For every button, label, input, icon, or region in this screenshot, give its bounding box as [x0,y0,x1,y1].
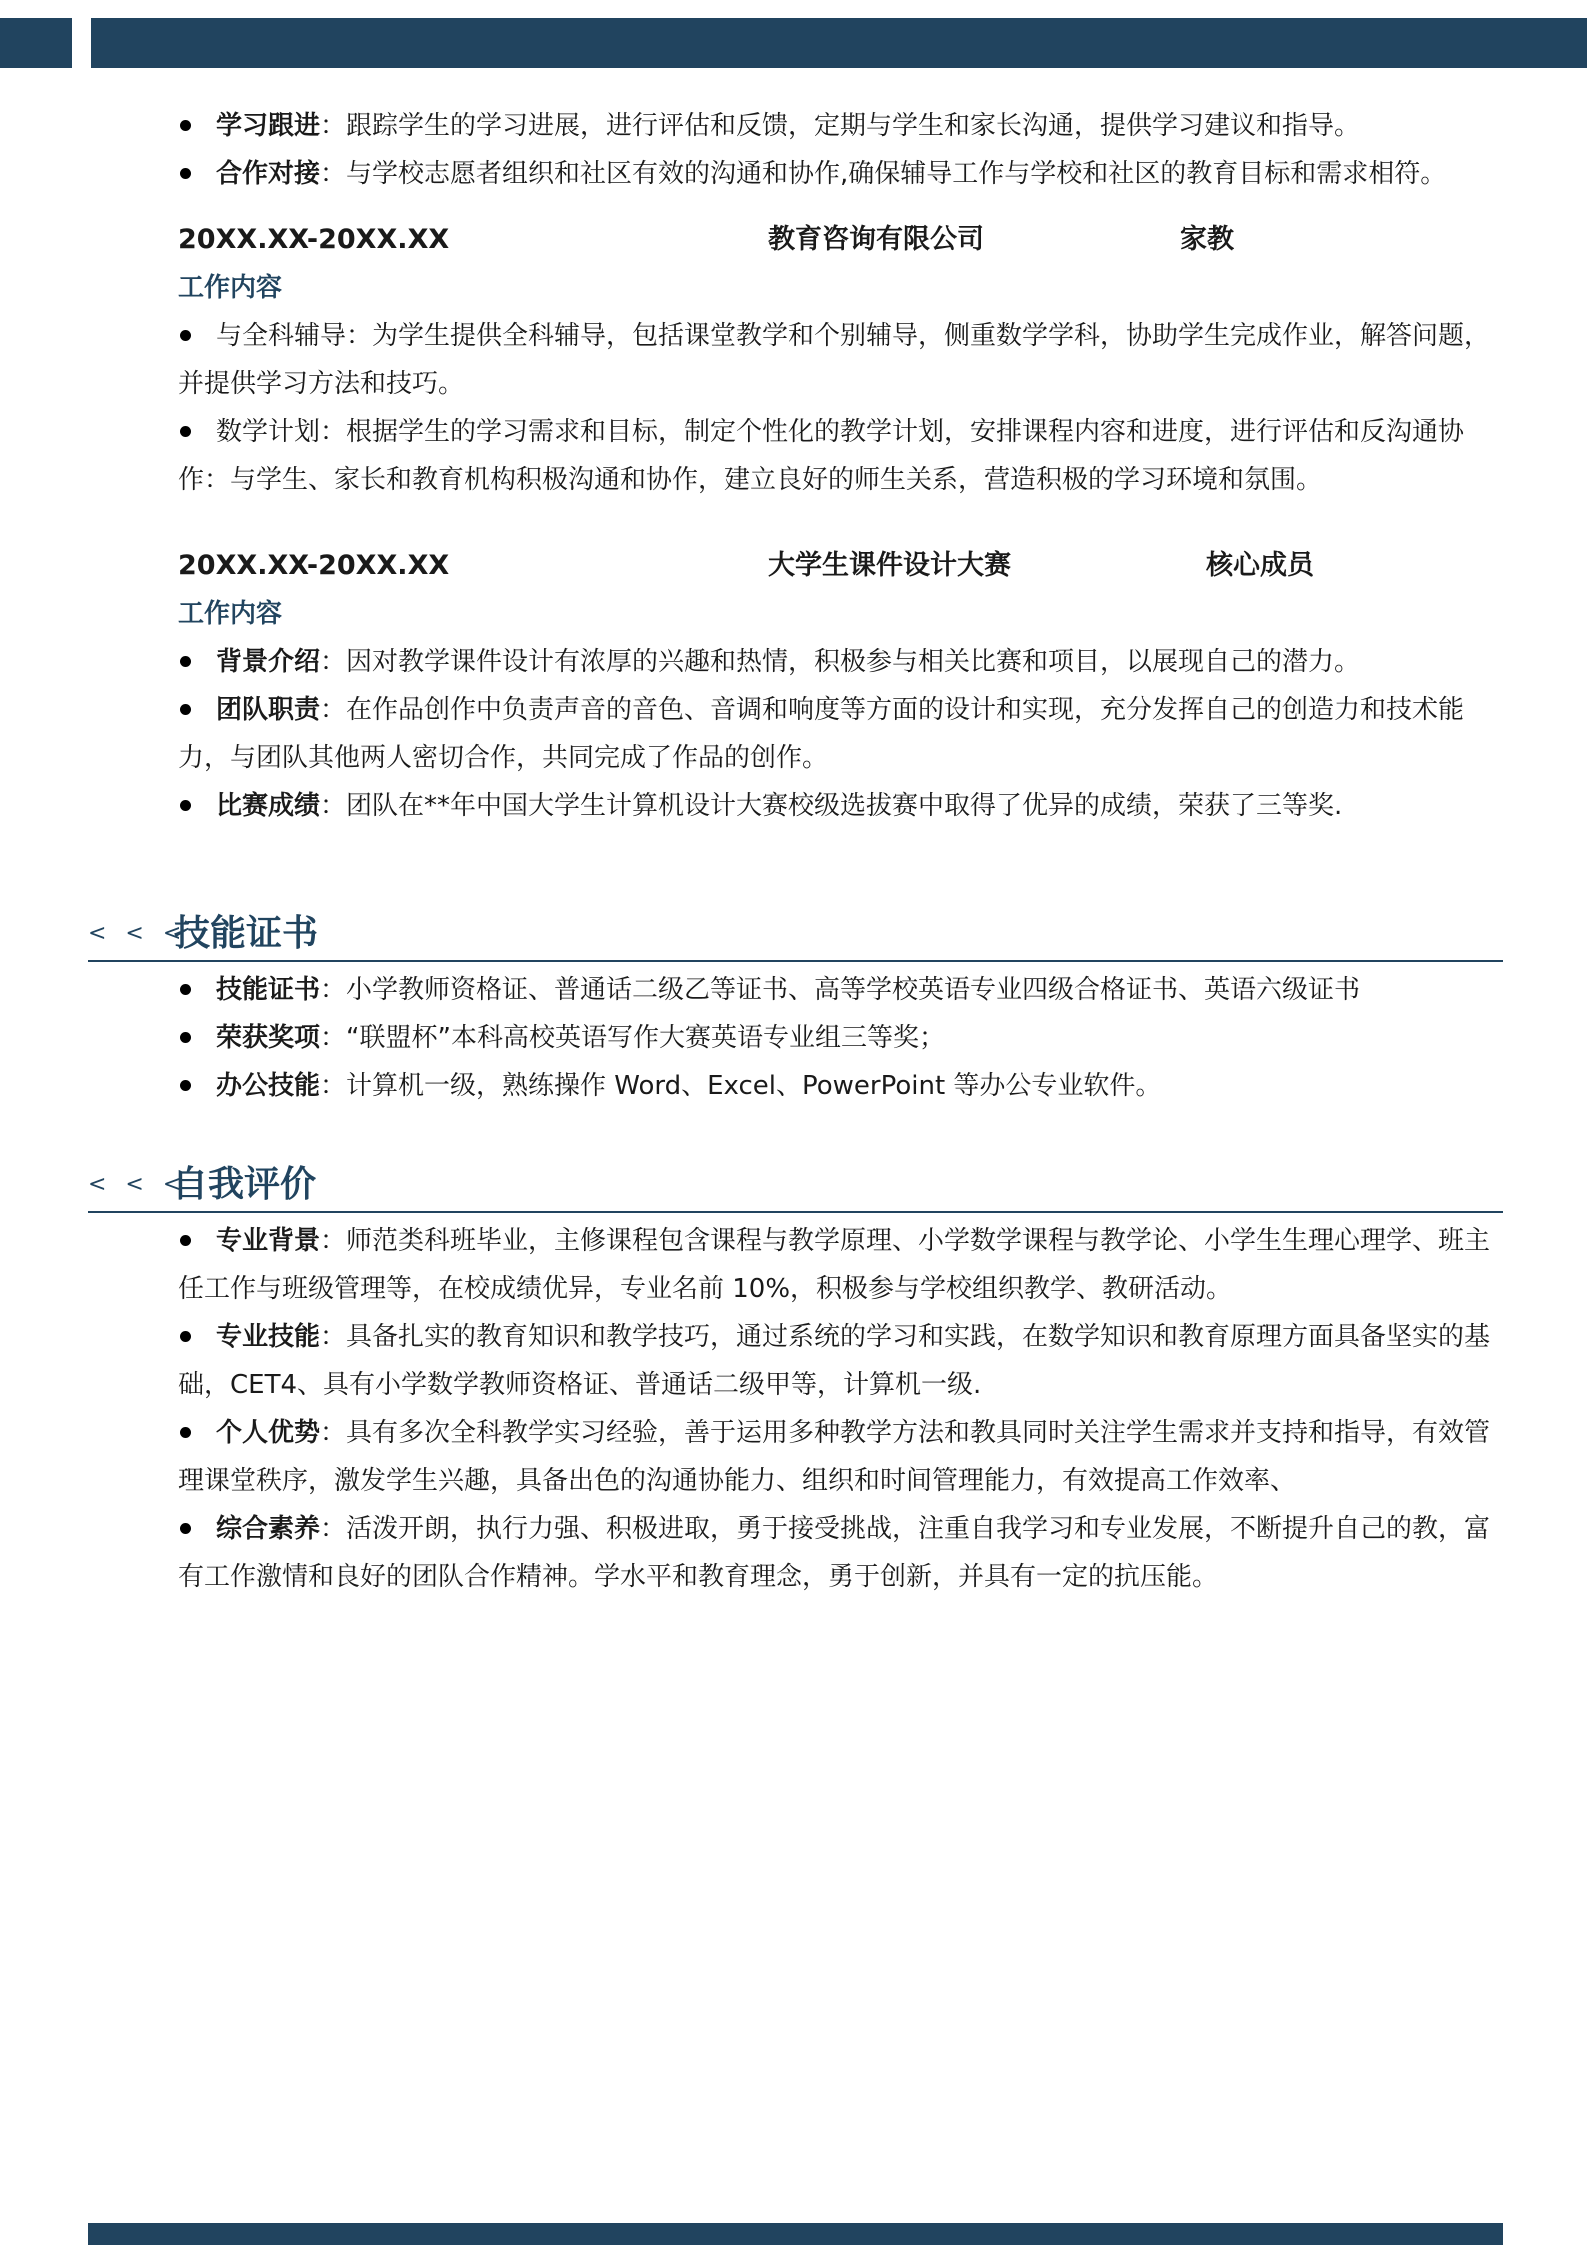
list-item [178,1062,1503,1110]
list-item [178,1313,1503,1409]
job-date: 20XX.XX-20XX.XX [178,550,450,581]
item-label: 背景介绍 [216,647,321,677]
job-subheading: 工作内容 [178,599,283,629]
item-text: ：与学校志愿者组织和社区有效的沟通和协作,确保辅导工作与学校和社区的教育目标和需求相符。 [320,159,1447,189]
section-body [88,962,1503,1110]
item-text: 与全科辅导：为学生提供全科辅导，包括课堂教学和个别辅导，侧重数学学科，协助学生完成作业，解答问题，并提供学习方法和技巧。 [178,321,1491,399]
list-item [178,1014,1503,1062]
section-header [88,1153,1503,1213]
header-bar-right [91,18,1587,68]
chevron-left-icon: < < < [88,921,188,946]
item-text: ：具备扎实的教育知识和教学技巧，通过系统的学习和实践，在数学知识和教育原理方面具备坚实的基础，CET4、具有小学数学教师资格证、普通话二级甲等，计算机一级. [178,1322,1491,1400]
chevron-left-icon: < < < [88,1172,188,1197]
item-label: 办公技能 [216,1071,321,1101]
job-org: 大学生课件设计大赛 [768,550,1011,581]
job-date: 20XX.XX-20XX.XX [178,224,450,255]
list-item [178,782,1503,830]
item-text: ：跟踪学生的学习进展，进行评估和反馈，定期与学生和家长沟通，提供学习建议和指导。 [320,111,1361,141]
list-item [178,1409,1503,1505]
item-text: ：在作品创作中负责声音的音色、音调和响度等方面的设计和实现，充分发挥自己的创造力和技术能力，与团队其他两人密切合作，共同完成了作品的创作。 [178,695,1465,773]
item-label: 专业背景 [216,1226,321,1256]
item-label: 学习跟进 [216,111,321,141]
list-item [178,966,1503,1014]
item-label: 综合素养 [216,1514,321,1544]
section-title: 技能证书 [174,913,319,954]
item-label: 比赛成绩 [216,791,321,821]
list-item [178,1217,1503,1313]
list-item [178,408,1503,504]
item-text: ：团队在**年中国大学生计算机设计大赛校级选拔赛中取得了优异的成绩，荣获了三等奖. [320,791,1343,821]
list-item [178,312,1503,408]
section-title: 自我评价 [172,1164,317,1205]
item-text: ：计算机一级，熟练操作 Word、Excel、PowerPoint 等办公专业软件。 [320,1071,1162,1101]
item-text: ：具有多次全科教学实习经验，善于运用多种教学方法和教具同时关注学生需求并支持和指导，有效管理课堂秩序，激发学生兴趣，具备出色的沟通协能力、组织和时间管理能力，有效提高工作效率、 [178,1418,1491,1496]
experience-content [178,102,1503,830]
job-header [178,216,1503,264]
item-label: 荣获奖项 [216,1023,321,1053]
job-header [178,542,1503,590]
item-label: 团队职责 [216,695,321,725]
skills-section [88,902,1503,1110]
item-text: ：小学教师资格证、普通话二级乙等证书、高等学校英语专业四级合格证书、英语六级证书 [320,975,1361,1005]
header-bar-left [0,18,72,68]
job-role: 家教 [1180,224,1234,255]
job-role: 核心成员 [1206,550,1314,581]
section-header [88,902,1503,962]
list-item [178,102,1503,150]
job-subheading: 工作内容 [178,273,283,303]
section-body [88,1213,1503,1601]
item-text: ：因对教学课件设计有浓厚的兴趣和热情，积极参与相关比赛和项目，以展现自己的潜力。 [320,647,1361,677]
list-item [178,1505,1503,1601]
item-label: 合作对接 [216,159,321,189]
item-label: 个人优势 [216,1418,321,1448]
list-item [178,150,1503,198]
item-text: ：活泼开朗，执行力强、积极进取，勇于接受挑战，注重自我学习和专业发展，不断提升自己的教，富有工作激情和良好的团队合作精神。学水平和教育理念，勇于创新，并具有一定的抗压能。 [178,1514,1491,1592]
self-evaluation-section [88,1153,1503,1601]
item-label: 专业技能 [216,1322,321,1352]
footer-bar [88,2223,1503,2245]
list-item [178,686,1503,782]
item-label: 技能证书 [216,975,321,1005]
list-item [178,638,1503,686]
item-text: ：师范类科班毕业，主修课程包含课程与教学原理、小学数学课程与教学论、小学生生理心理学、班主任工作与班级管理等，在校成绩优异，专业名前 10%，积极参与学校组织教学、教研活动。 [178,1226,1491,1304]
item-text: 数学计划：根据学生的学习需求和目标，制定个性化的教学计划，安排课程内容和进度，进行评估和反沟通协作：与学生、家长和教育机构积极沟通和协作，建立良好的师生关系，营造积极的学习环境和氛围。 [178,417,1465,495]
job-org: 教育咨询有限公司 [768,224,984,255]
item-text: ：“联盟杯”本科高校英语写作大赛英语专业组三等奖； [320,1023,945,1053]
